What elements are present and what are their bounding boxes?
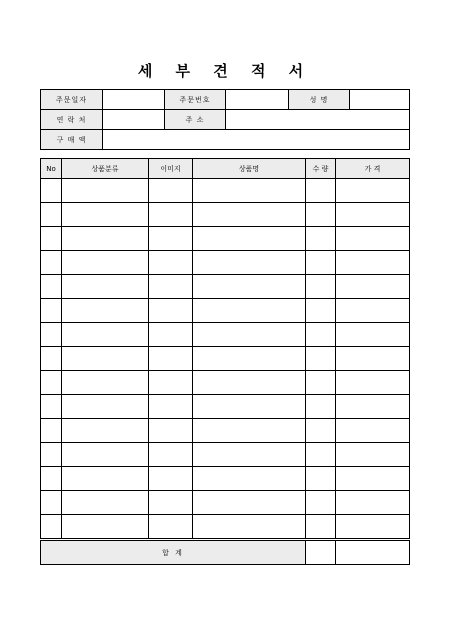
quantity-cell[interactable] [306, 275, 336, 299]
category-cell[interactable] [62, 179, 149, 203]
quantity-cell[interactable] [306, 443, 336, 467]
product-name-cell[interactable] [193, 227, 306, 251]
price-cell[interactable] [336, 467, 410, 491]
image-cell[interactable] [149, 467, 193, 491]
product-name-cell[interactable] [193, 443, 306, 467]
name-label: 성 명 [289, 90, 350, 110]
table-row [41, 251, 410, 275]
order-info-table [40, 89, 410, 150]
image-cell[interactable] [149, 251, 193, 275]
category-cell[interactable] [62, 371, 149, 395]
no-cell[interactable] [41, 491, 62, 515]
price-cell[interactable] [336, 371, 410, 395]
image-cell[interactable] [149, 419, 193, 443]
category-cell[interactable] [62, 203, 149, 227]
quantity-cell[interactable] [306, 419, 336, 443]
category-cell[interactable] [62, 515, 149, 540]
table-row [41, 203, 410, 227]
no-cell[interactable] [41, 251, 62, 275]
no-cell[interactable] [41, 227, 62, 251]
table-row [41, 467, 410, 491]
total-quantity-cell[interactable] [306, 540, 336, 565]
category-cell[interactable] [62, 395, 149, 419]
price-cell[interactable] [336, 395, 410, 419]
category-cell[interactable] [62, 275, 149, 299]
quantity-cell[interactable] [306, 395, 336, 419]
quantity-cell[interactable] [306, 491, 336, 515]
quantity-cell[interactable] [306, 467, 336, 491]
category-cell[interactable] [62, 323, 149, 347]
quantity-cell[interactable] [306, 179, 336, 203]
header-image: 이미지 [149, 159, 193, 179]
no-cell[interactable] [41, 203, 62, 227]
product-name-cell[interactable] [193, 251, 306, 275]
quantity-cell[interactable] [306, 227, 336, 251]
image-cell[interactable] [149, 275, 193, 299]
image-cell[interactable] [149, 443, 193, 467]
header-no: No [41, 159, 62, 179]
product-name-cell[interactable] [193, 515, 306, 540]
category-cell[interactable] [62, 491, 149, 515]
category-cell[interactable] [62, 347, 149, 371]
category-cell[interactable] [62, 443, 149, 467]
quantity-cell[interactable] [306, 323, 336, 347]
no-cell[interactable] [41, 275, 62, 299]
quantity-cell[interactable] [306, 371, 336, 395]
price-cell[interactable] [336, 275, 410, 299]
total-label: 합 계 [41, 540, 306, 565]
price-cell[interactable] [336, 179, 410, 203]
quantity-cell[interactable] [306, 203, 336, 227]
product-name-cell[interactable] [193, 491, 306, 515]
table-row [41, 491, 410, 515]
document-title: 세 부 견 적 서 [137, 62, 313, 80]
price-cell[interactable] [336, 299, 410, 323]
address-label: 주 소 [165, 110, 226, 130]
table-row [41, 395, 410, 419]
no-cell[interactable] [41, 467, 62, 491]
order-date-label: 주문일자 [41, 90, 103, 110]
header-category: 상품분류 [62, 159, 149, 179]
price-cell[interactable] [336, 203, 410, 227]
image-cell[interactable] [149, 299, 193, 323]
product-name-cell[interactable] [193, 299, 306, 323]
quantity-cell[interactable] [306, 347, 336, 371]
order-date-field[interactable] [103, 90, 165, 110]
table-row [41, 443, 410, 467]
no-cell[interactable] [41, 395, 62, 419]
no-cell[interactable] [41, 323, 62, 347]
image-cell[interactable] [149, 323, 193, 347]
price-cell[interactable] [336, 491, 410, 515]
price-cell[interactable] [336, 515, 410, 540]
address-field[interactable] [226, 110, 410, 130]
table-row [41, 227, 410, 251]
image-cell[interactable] [149, 515, 193, 540]
image-cell[interactable] [149, 395, 193, 419]
no-cell[interactable] [41, 179, 62, 203]
table-row [41, 179, 410, 203]
product-name-cell[interactable] [193, 347, 306, 371]
table-row [41, 371, 410, 395]
image-cell[interactable] [149, 227, 193, 251]
image-cell[interactable] [149, 179, 193, 203]
image-cell[interactable] [149, 371, 193, 395]
contact-label: 연 락 처 [41, 110, 103, 130]
total-price-cell[interactable] [336, 540, 410, 565]
category-cell[interactable] [62, 251, 149, 275]
price-cell[interactable] [336, 227, 410, 251]
image-cell[interactable] [149, 491, 193, 515]
order-number-field[interactable] [226, 90, 289, 110]
product-name-cell[interactable] [193, 467, 306, 491]
contact-field[interactable] [103, 110, 165, 130]
category-cell[interactable] [62, 299, 149, 323]
table-row [41, 515, 410, 540]
product-name-cell[interactable] [193, 323, 306, 347]
image-cell[interactable] [149, 347, 193, 371]
order-number-label: 주문번호 [165, 90, 226, 110]
items-table [40, 158, 410, 565]
no-cell[interactable] [41, 443, 62, 467]
product-name-cell[interactable] [193, 179, 306, 203]
price-cell[interactable] [336, 443, 410, 467]
table-row [41, 275, 410, 299]
table-row [41, 299, 410, 323]
table-row [41, 419, 410, 443]
no-cell[interactable] [41, 419, 62, 443]
category-cell[interactable] [62, 467, 149, 491]
table-row [41, 347, 410, 371]
quantity-cell[interactable] [306, 299, 336, 323]
product-name-cell[interactable] [193, 203, 306, 227]
quantity-cell[interactable] [306, 251, 336, 275]
purchase-amount-field[interactable] [103, 130, 410, 150]
product-name-cell[interactable] [193, 419, 306, 443]
no-cell[interactable] [41, 515, 62, 540]
product-name-cell[interactable] [193, 371, 306, 395]
category-cell[interactable] [62, 227, 149, 251]
category-cell[interactable] [62, 419, 149, 443]
price-cell[interactable] [336, 419, 410, 443]
name-field[interactable] [350, 90, 410, 110]
quantity-cell[interactable] [306, 515, 336, 540]
image-cell[interactable] [149, 203, 193, 227]
table-row [41, 323, 410, 347]
no-cell[interactable] [41, 347, 62, 371]
purchase-amount-label: 구 매 액 [41, 130, 103, 150]
price-cell[interactable] [336, 251, 410, 275]
price-cell[interactable] [336, 347, 410, 371]
no-cell[interactable] [41, 371, 62, 395]
header-price: 가 격 [336, 159, 410, 179]
no-cell[interactable] [41, 299, 62, 323]
header-product-name: 상품명 [193, 159, 306, 179]
product-name-cell[interactable] [193, 395, 306, 419]
price-cell[interactable] [336, 323, 410, 347]
product-name-cell[interactable] [193, 275, 306, 299]
header-quantity: 수 량 [306, 159, 336, 179]
